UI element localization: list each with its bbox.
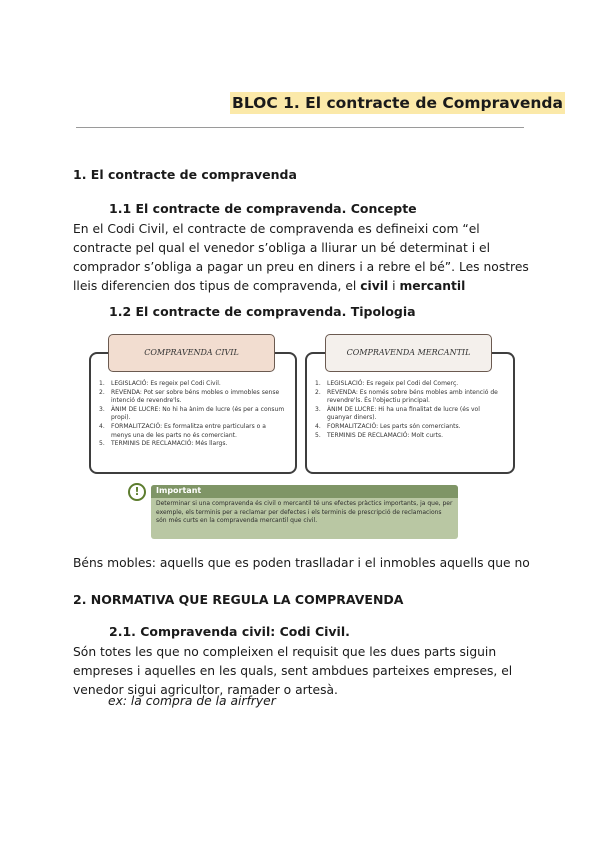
item-text: TERMINIS DE RECLAMACIÓ: Més llargs. bbox=[111, 440, 228, 448]
civil-title: COMPRAVENDA CIVIL bbox=[108, 334, 275, 372]
item-text: REVENDA: Pot ser sobre béns mobles o immobles sense intenció de revendre'ls. bbox=[111, 388, 280, 405]
section-1-2-heading: 1.2 El contracte de compravenda. Tipologia bbox=[109, 304, 416, 319]
divider bbox=[76, 127, 524, 128]
civil-list-item bbox=[99, 423, 285, 440]
civil-list-item bbox=[99, 406, 285, 423]
item-text: LEGISLACIÓ: Es regeix pel Codi del Comerç. bbox=[327, 380, 459, 387]
mercantil-list-item bbox=[315, 389, 503, 406]
item-text: REVENDA: Es només sobre béns mobles amb intenció de revendre'ls. És l'objectiu principal. bbox=[327, 388, 498, 405]
important-label: Important bbox=[156, 486, 202, 495]
item-number: 1. bbox=[315, 380, 321, 387]
item-number: 3. bbox=[99, 405, 105, 413]
mercantil-title: COMPRAVENDA MERCANTIL bbox=[325, 334, 492, 372]
concept-paragraph bbox=[73, 220, 533, 296]
exclamation-icon: ! bbox=[128, 483, 146, 501]
page-title: BLOC 1. El contracte de Compravenda bbox=[232, 94, 563, 112]
civil-list-item bbox=[99, 440, 285, 449]
concept-line: lleis diferencien dos tipus de compravenda, el civil i mercantil bbox=[73, 279, 466, 293]
item-number: 5. bbox=[315, 431, 321, 439]
civil-line: empreses i aquelles en les quals, sent ambdues parteixes empreses, el bbox=[73, 664, 513, 678]
item-text: LEGISLACIÓ: Es regeix pel Codi Civil. bbox=[111, 380, 221, 387]
civil-paragraph bbox=[73, 643, 533, 700]
section-1-heading: 1. El contracte de compravenda bbox=[73, 167, 297, 182]
item-number: 4. bbox=[315, 422, 321, 430]
mercantil-term: mercantil bbox=[399, 279, 466, 293]
mercantil-list-item bbox=[315, 406, 503, 423]
concept-line: comprador s’obliga a pagar un preu en diners i a rebre el bé”. Les nostres bbox=[73, 260, 529, 274]
civil-line: Són totes les que no compleixen el requisit que les dues parts siguin bbox=[73, 645, 497, 659]
bens-mobles-note: Béns mobles: aquells que es poden traslladar i el inmobles aquells que no bbox=[73, 556, 530, 570]
example-text: ex: la compra de la airfryer bbox=[108, 694, 276, 708]
item-number: 4. bbox=[99, 422, 105, 430]
mercantil-list-item bbox=[315, 432, 503, 441]
item-number: 1. bbox=[99, 380, 105, 387]
civil-list-item bbox=[99, 380, 285, 389]
section-2-1-heading: 2.1. Compravenda civil: Codi Civil. bbox=[109, 624, 350, 639]
item-number: 3. bbox=[315, 405, 321, 413]
mercantil-list bbox=[315, 380, 503, 440]
civil-list-item bbox=[99, 389, 285, 406]
section-1-1-heading: 1.1 El contracte de compravenda. Concepte bbox=[109, 201, 417, 216]
item-text: TERMINIS DE RECLAMACIÓ: Molt curts. bbox=[327, 431, 444, 439]
mercantil-list-item bbox=[315, 380, 503, 389]
item-number: 2. bbox=[99, 388, 105, 396]
item-number: 5. bbox=[99, 440, 105, 448]
important-text: Determinar si una compravenda és civil o mercantil té uns efectes pràctics importants, ja que, per exemple, els terminis per a reclamar per defectes i els terminis de prescripció de reclamacions són més curts en la compravenda mercantil que civil. bbox=[156, 500, 453, 524]
civil-term: civil bbox=[360, 279, 389, 293]
mercantil-list-item bbox=[315, 423, 503, 432]
item-number: 2. bbox=[315, 388, 321, 396]
civil-list bbox=[99, 380, 285, 449]
item-text: FORMALITZACIÓ: Les parts són comerciants. bbox=[327, 422, 461, 430]
section-2-heading: 2. NORMATIVA QUE REGULA LA COMPRAVENDA bbox=[73, 592, 404, 607]
civil-line: venedor sigui agricultor, ramader o artesà. bbox=[73, 683, 338, 697]
concept-line: contracte pel qual el venedor s’obliga a lliurar un bé determinat i el bbox=[73, 241, 490, 255]
item-text: ÀNIM DE LUCRE: No hi ha ànim de lucre (és per a consum propi). bbox=[111, 405, 285, 422]
item-text: ÀNIM DE LUCRE: Hi ha una finalitat de lucre (és vol guanyar diners). bbox=[327, 405, 480, 422]
item-text: FORMALITZACIÓ: Es formalitza entre particulars o a menys una de les parts no és comerciant. bbox=[111, 422, 266, 439]
concept-line: En el Codi Civil, el contracte de compravenda es defineixi com “el bbox=[73, 222, 480, 236]
